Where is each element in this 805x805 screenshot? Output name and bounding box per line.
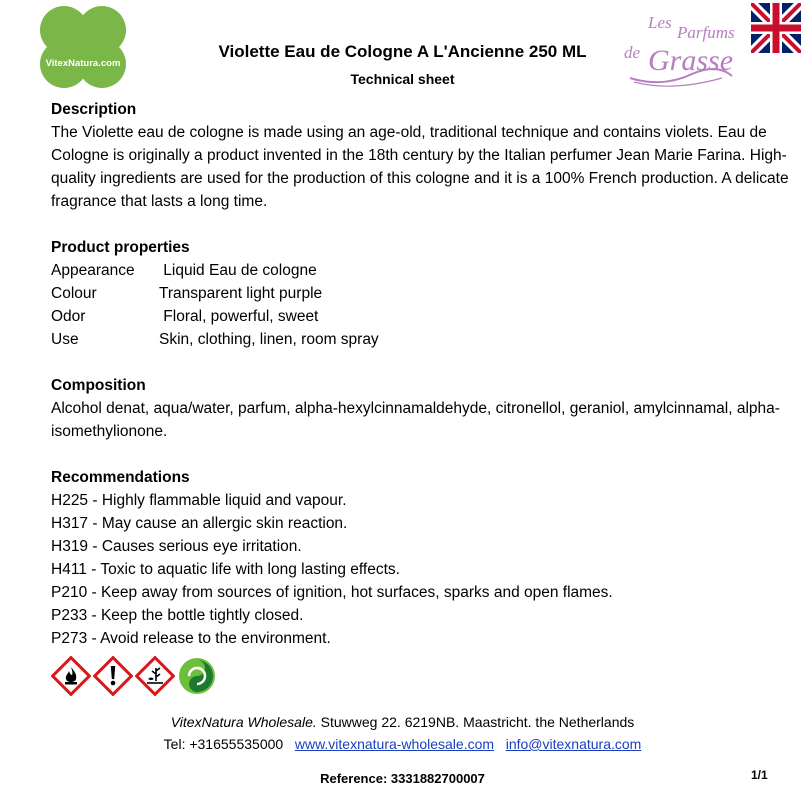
property-row (51, 328, 796, 351)
recommendation-item: P210 - Keep away from sources of ignition, hot surfaces, sparks and open flames. (51, 584, 613, 601)
logo-right-text-3: de (624, 43, 641, 62)
property-key: Odor (51, 308, 86, 325)
recommendation-item: P273 - Avoid release to the environment. (51, 630, 331, 647)
page-title: Violette Eau de Cologne A L'Ancienne 250 ML (218, 42, 587, 61)
property-value: Skin, clothing, linen, room spray (159, 331, 379, 348)
recommendation-item: H317 - May cause an allergic skin reaction. (51, 515, 348, 532)
logo-right-text-1: Les (648, 13, 672, 32)
properties-heading: Product properties (51, 239, 190, 256)
recommendation-item: H411 - Toxic to aquatic life with long lasting effects. (51, 561, 400, 578)
property-key: Use (51, 331, 79, 348)
logo-left-text: VitexNatura.com (45, 58, 121, 69)
footer-tel: Tel: +31655535000 (163, 736, 284, 752)
composition-heading: Composition (51, 377, 146, 394)
description-heading: Description (51, 101, 137, 118)
page-subtitle: Technical sheet (350, 71, 455, 87)
recommendations-heading: Recommendations (51, 469, 190, 486)
property-row (51, 305, 796, 328)
description-text: The Violette eau de cologne is made using an age-old, traditional technique and contains violets. Eau de Cologne is originally a product invented in the 18th century by the Italian perfumer Jean Marie Farina. High-quality ingredients are used for the production of this cologne and it is a 100% French production. A delicate fragrance that lasts a long time. (51, 124, 789, 210)
property-value: Transparent light purple (159, 285, 323, 302)
email-link[interactable]: info@vitexnatura.com (505, 736, 642, 752)
property-value: Floral, powerful, sweet (159, 308, 319, 325)
logo-right-text-2: Parfums (677, 23, 735, 42)
page-number: 1/1 (751, 768, 768, 782)
property-key: Appearance (51, 262, 135, 279)
reference-number: Reference: 3331882700007 (320, 771, 485, 786)
hazard-pictograms (51, 656, 796, 696)
footer-company: VitexNatura Wholesale. (170, 714, 317, 730)
recommendation-item: H225 - Highly flammable liquid and vapour. (51, 492, 347, 509)
composition-text: Alcohol denat, aqua/water, parfum, alpha-hexylcinnamaldehyde, citronellol, geraniol, amylcinnamal, alpha-isomethylionone. (51, 400, 780, 440)
property-row (51, 259, 796, 282)
green-dot-recycling-icon (177, 656, 217, 696)
recommendation-item: H319 - Causes serious eye irritation. (51, 538, 302, 555)
footer-address: Stuwweg 22. 6219NB. Maastricht. the Netherlands (316, 714, 635, 730)
property-row (51, 282, 796, 305)
property-value: Liquid Eau de cologne (159, 262, 317, 279)
recommendation-item: P233 - Keep the bottle tightly closed. (51, 607, 304, 624)
flame-pictogram-icon (51, 656, 91, 696)
exclamation-pictogram-icon (93, 656, 133, 696)
logo-right-text-4: Grasse (648, 44, 734, 77)
website-link[interactable]: www.vitexnatura-wholesale.com (294, 736, 495, 752)
property-key: Colour (51, 285, 97, 302)
technical-sheet-body (51, 98, 796, 696)
environment-pictogram-icon (135, 656, 175, 696)
page-footer (0, 711, 805, 755)
